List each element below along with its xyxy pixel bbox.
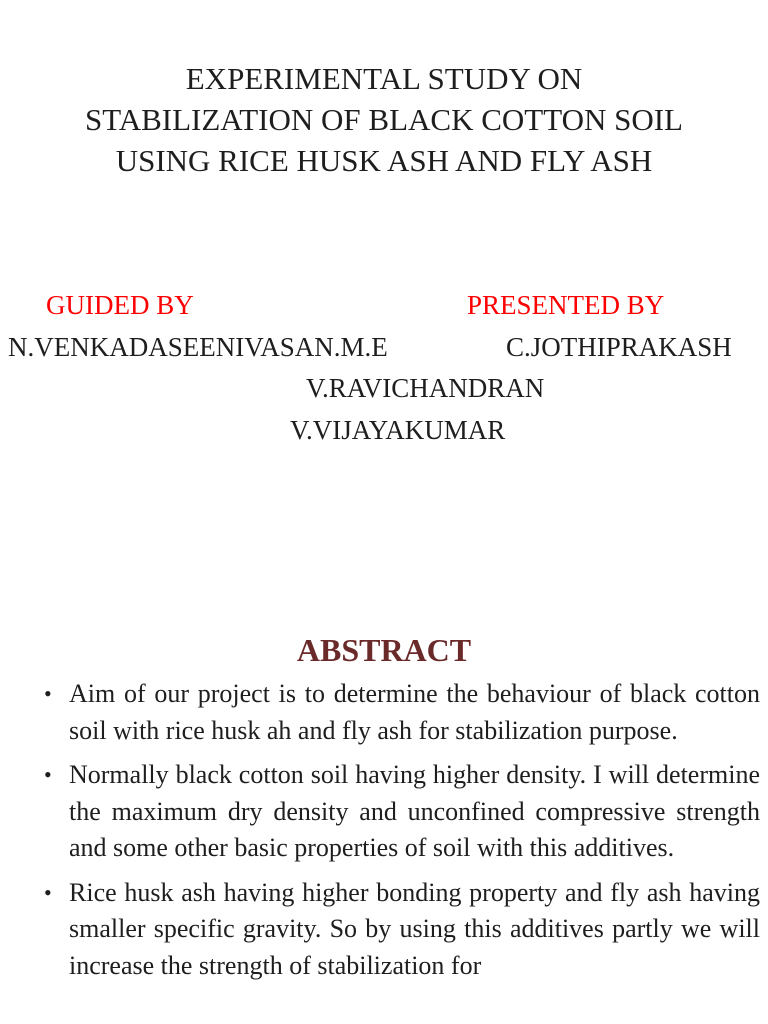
bullet-text: Rice husk ash having higher bonding property and fly ash having smaller specific gravity. So by using this additives partly we will increase the strength of stabilization for [69,877,760,980]
presenter-name: V.VIJAYAKUMAR [290,415,506,445]
guided-by-heading: GUIDED BY [46,290,194,320]
bullet-icon: • [44,681,52,706]
abstract-slide [0,600,768,1024]
presenter-name: C.JOTHIPRAKASH [506,332,732,362]
abstract-bullet [0,875,768,985]
presented-by-heading: PRESENTED BY [467,290,665,320]
abstract-bullet [0,757,768,867]
bullet-text: Aim of our project is to determine the behaviour of black cotton soil with rice husk ah and fly ash for stabilization purpose. [69,679,760,745]
abstract-bullet [0,676,768,749]
bullet-text: Normally black cotton soil having higher density. I will determine the maximum dry density and unconfined compressive strength and some other basic properties of soil with this additives. [69,760,760,862]
title-line: USING RICE HUSK ASH AND FLY ASH [115,143,653,178]
title-line: EXPERIMENTAL STUDY ON [185,61,583,96]
title-line: STABILIZATION OF BLACK COTTON SOIL [85,102,683,137]
guide-name: N.VENKADASEENIVASAN.M.E [8,332,388,362]
presenter-name: V.RAVICHANDRAN [306,373,545,403]
abstract-bullet-list [0,676,768,992]
bullet-icon: • [44,879,52,905]
abstract-heading: ABSTRACT [296,632,472,668]
presentation-title [0,58,768,181]
bullet-icon: • [44,762,52,787]
